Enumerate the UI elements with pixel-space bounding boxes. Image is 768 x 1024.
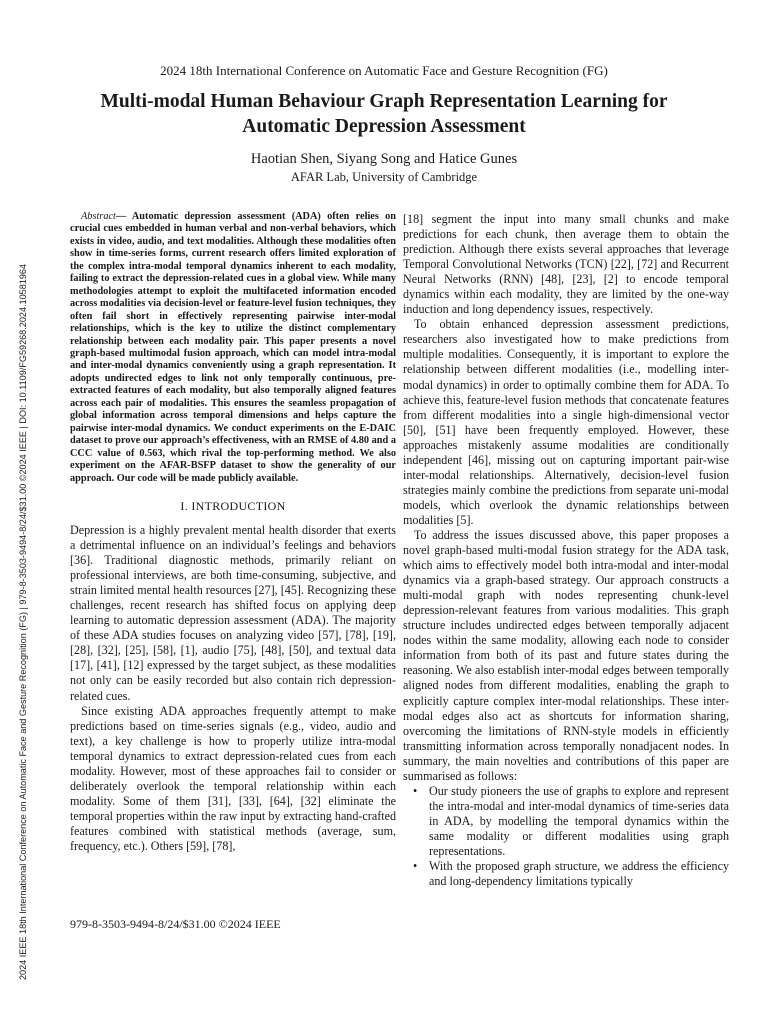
section-heading-introduction: I. INTRODUCTION <box>180 498 286 513</box>
copyright-footer: 979-8-3503-9494-8/24/$31.00 ©2024 IEEE <box>70 917 281 931</box>
list-item: • With the proposed graph structure, we address the efficiency and long-dependency limitations typically <box>429 859 729 889</box>
contribution-list <box>403 784 729 889</box>
abstract-text: — Automatic depression assessment (ADA) often relies on crucial cues embedded in human verbal and non-verbal behaviors, which exists in video, audio, and text modalities. Although these modalities often show in time-series forms, current research offers limited exploration of the complex intra-modal temporal dynamics inherent to each modality, failing to extract the depression-related cues in a global view. While many methodologies attempt to exploit the multifaceted information encoded across modalities via decision-level or feature-level fusion techniques, they often fail short in effectively representing pairwise inter-modal relationships, which is the key to utilize the distinct complementary relationship between each modality pair. This paper presents a novel graph-based multimodal fusion approach, which can model intra-modal and inter-modal dynamics conveniently using a graph representation. It adopts undirected edges to link not only temporally continuous, pre-extracted features of each modality, but also temporally aligned features across each pair of modalities. This ensures the seamless propagation of global information across temporal dimensions and helps capture the pairwise inter-modal dynamics. We conduct experiments on the E-DAIC dataset to prove our approach’s effectiveness, with an RMSE of 4.80 and a CCC value of 0.563, which rival the top-performing method. We also experiment on the AFAR-BSFP dataset to show the generality of our approach. Our code will be made publicly available. <box>70 211 396 484</box>
abstract-label: Abstract <box>81 211 116 222</box>
paper-title: Multi-modal Human Behaviour Graph Representation Learning for Automatic Depression Assessment <box>100 91 668 137</box>
body-paragraph: Depression is a highly prevalent mental health disorder that exerts a detrimental influence on an individual’s feelings and behaviors [36]. Traditional diagnostic methods, primarily reliant on professional interviews, are both time-consuming, subjective, and strain limited mental health resources [27], [45]. Recognizing these challenges, recent research has shifted focus on applying deep learning to automatic depression assessment (ADA). The majority of these ADA studies focuses on analyzing video [57], [78], [19], [28], [32], [25], [58], [1], audio [75], [48], [50], and textual data [17], [41], [12] expressed by the target subject, as these modalities not only can be easily recorded but also contain rich depression-related cues. <box>70 523 396 703</box>
body-paragraph: Since existing ADA approaches frequently attempt to make predictions based on time-series signals (e.g., video, audio and text), a key challenge is how to properly utilize intra-modal temporal dynamics to extract depression-related cues from each modality. However, most of these approaches fail to consider or deliberately overlook the temporal relationship within each modality. Some of them [31], [33], [64], [32] eliminate the temporal properties within the raw input by extracting hand-crafted features combined with statistical methods (average, sum, frequency, etc.). Others [59], [78], <box>70 703 396 853</box>
body-paragraph: To obtain enhanced depression assessment predictions, researchers also investigated how to make predictions from multiple modalities. Consequently, it is important to explore the relationship between different modalities (i.e., modelling inter-modal dynamics) in order to optimally combine them for ADA. To achieve this, feature-level fusion methods that concatenate features from different modalities into a single high-dimensional vector [50], [51] have been frequently employed. However, these approaches mistakenly assume modalities are conditionally independent [46], missing out on capturing important pair-wise inter-modal relationships. Alternatively, decision-level fusion strategies mainly combine the predictions from separate uni-modal models, which overlook the dynamic relationships between modalities [5]. <box>403 317 729 527</box>
affiliation: AFAR Lab, University of Cambridge <box>290 170 478 184</box>
left-column <box>70 211 396 854</box>
abstract <box>70 211 396 485</box>
body-paragraph: [18] segment the input into many small chunks and make predictions for each chunk, then average them to obtain the prediction. Although there exists several approaches that leverage Temporal Convolutional Networks (TCN) [22], [72] and Recurrent Neural Networks (RNN) [48], [23], [2] to encode temporal dynamics within each modality, they are limited by the one-way induction and long dependency issues, respectively. <box>403 212 729 317</box>
body-paragraph: To address the issues discussed above, this paper proposes a novel graph-based multi-modal fusion strategy for the ADA task, which aims to effectively model both intra-modal and inter-modal dynamics via a graph-based strategy. Our approach constructs a multi-modal graph with nodes representing chunk-level depression-relevant features from various modalities. This graph structure includes undirected edges between temporally adjacent nodes within the same modality, allowing each node to consider information from both of its past and future states during the reasoning. We also establish inter-modal edges between temporally aligned nodes from different modalities, enabling the graph to explicitly capture complex inter-modal relationships. These inter-modal edges also act as shortcuts for information sharing, overcoming the limitations of RNN-style models in efficiently transmitting information across temporally nonadjacent nodes. In summary, the main novelties and contributions of this paper are summarised as follows: <box>403 527 729 783</box>
right-column <box>403 212 729 889</box>
doi-sidebar: 2024 IEEE 18th International Conference on Automatic Face and Gesture Recognition (FG) | 979-8-3503-9494-8/24/$31.00 ©2024 IEEE | DOI: 10.1109/FG59268.2024.10581964 <box>18 264 28 980</box>
conference-header: 2024 18th International Conference on Automatic Face and Gesture Recognition (FG) <box>160 63 608 78</box>
author-list: Haotian Shen, Siyang Song and Hatice Gunes <box>250 151 518 167</box>
list-item: • Our study pioneers the use of graphs to explore and represent the intra-modal and inter-modal dynamics of time-series data in ADA, by modelling the temporal dynamics within the same modality or different modalities using graph representations. <box>429 784 729 859</box>
